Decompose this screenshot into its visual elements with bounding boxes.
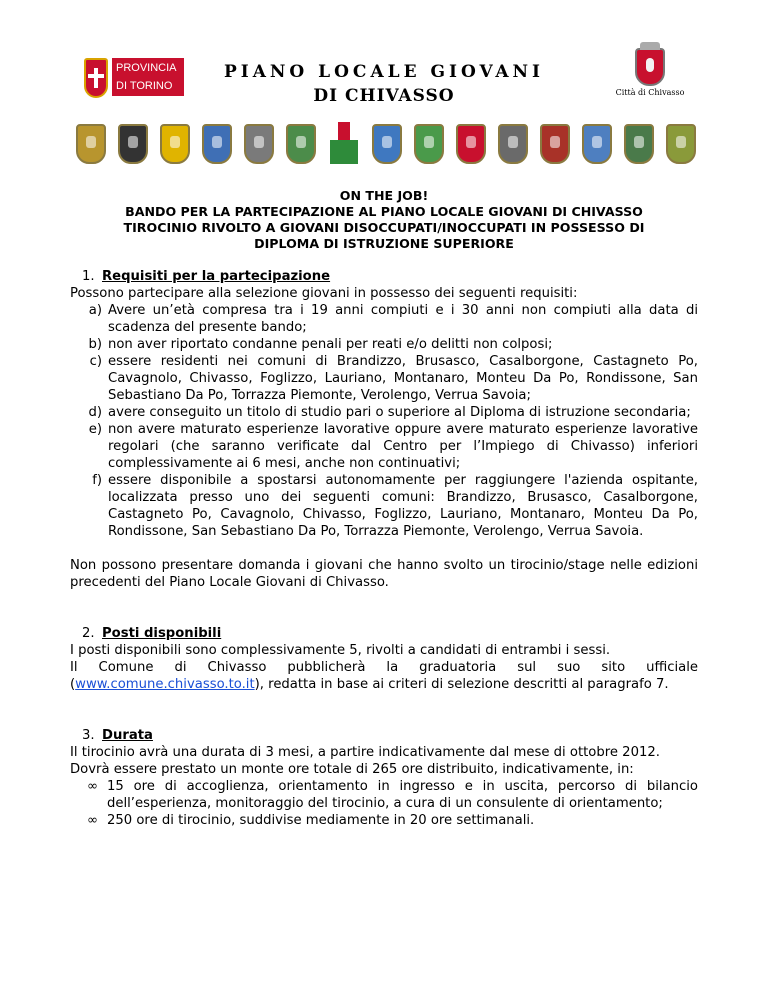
list-item: [70, 336, 698, 353]
list-marker: b): [88, 337, 102, 352]
municipality-crest-icon: [76, 124, 106, 164]
municipality-crest-icon: [160, 124, 190, 164]
municipality-crest-icon: [666, 124, 696, 164]
monte-ore-line: Dovrà essere prestato un monte ore totale di 265 ore distribuito, indicativamente, in:: [70, 762, 634, 777]
paragraph-start: Il Comune di Chivasso pubblicherà la graduatoria sul suo sito ufficiale (: [70, 660, 698, 692]
list-item-text: avere conseguito un titolo di studio pari o superiore al Diploma di istruzione secondaria;: [108, 405, 691, 420]
list-item: [70, 404, 698, 421]
provincia-line2: DI TORINO: [116, 80, 173, 92]
citta-di-chivasso-logo: [600, 48, 700, 100]
list-marker: a): [88, 303, 102, 318]
list-item: [70, 812, 698, 829]
graduatoria-paragraph: [70, 659, 698, 693]
title-line1: PIANO LOCALE GIOVANI: [223, 62, 545, 82]
list-marker: e): [88, 422, 102, 437]
municipality-crests: [76, 118, 696, 164]
section-label: Durata: [102, 728, 153, 743]
bando-heading: [70, 188, 698, 252]
section-title: [70, 727, 698, 744]
heading-line2: BANDO PER LA PARTECIPAZIONE AL PIANO LOCALE GIOVANI DI CHIVASSO: [125, 204, 643, 219]
municipality-crest-icon: [118, 124, 148, 164]
heading-line4: DIPLOMA DI ISTRUZIONE SUPERIORE: [254, 236, 514, 251]
infinity-bullet-icon: ∞: [87, 779, 98, 794]
list-marker: d): [88, 405, 102, 420]
section-number: 3.: [82, 728, 95, 743]
exclusion-note: Non possono presentare domanda i giovani che hanno svolto un tirocinio/stage nelle edizioni precedenti del Piano Locale Giovani di Chivasso.: [70, 558, 698, 590]
page-header: [0, 0, 768, 170]
municipality-crest-icon: [414, 124, 444, 164]
list-marker: c): [89, 354, 102, 369]
posti-line: I posti disponibili sono complessivamente 5, rivolti a candidati di entrambi i sessi.: [70, 643, 611, 658]
list-item: [70, 778, 698, 812]
municipality-crest-icon: [372, 124, 402, 164]
list-item: [70, 353, 698, 404]
municipality-crest-icon: [244, 124, 274, 164]
hours-list: [70, 778, 698, 829]
list-item-text: essere disponibile a spostarsi autonomamente per raggiungere l'azienda ospitante, localizzata presso uno dei seguenti comuni: Brandizzo, Brusasco, Casalborgone, Castagneto Po, Cavagnolo, Chivasso, Foglizzo, Lauriano, Montanaro, Monteu Da Po, Rondissone, San Sebastiano Da Po, Torrazza Piemonte, Verolengo, Verrua Savoia.: [108, 473, 698, 539]
list-item-text: Avere un’età compresa tra i 19 anni compiuti e i 30 anni non compiuti alla data di scadenza del presente bando;: [108, 303, 698, 335]
municipality-crest-icon: [624, 124, 654, 164]
list-item-text: 15 ore di accoglienza, orientamento in ingresso e in uscita, percorso di bilancio dell’esperienza, monitoraggio del tirocinio, a cura di un consulente di orientamento;: [107, 779, 698, 811]
section-requisiti: [70, 268, 698, 591]
paragraph-end: ), redatta in base ai criteri di selezione descritti al paragrafo 7.: [254, 677, 669, 692]
list-item-text: essere residenti nei comuni di Brandizzo, Brusasco, Casalborgone, Castagneto Po, Cavagnolo, Chivasso, Foglizzo, Lauriano, Montanaro, Monteu Da Po, Rondissone, San Sebastiano Da Po, Torrazza Piemonte, Verolengo, Verrua Savoia;: [108, 354, 698, 403]
infinity-bullet-icon: ∞: [87, 813, 98, 828]
provincia-di-torino-logo: [84, 58, 186, 100]
list-item: [70, 472, 698, 540]
section-number: 1.: [82, 269, 95, 284]
section-title: [70, 625, 698, 642]
provincia-shield-icon: [84, 58, 108, 98]
list-item-text: non avere maturato esperienze lavorative oppure avere maturato esperienze lavorative regolari (che saranno verificate dal Centro per l’Impiego di Chivasso) inferiori complessivamente ai 6 mesi, anche non continuativi;: [108, 422, 698, 471]
section-label: Posti disponibili: [102, 626, 222, 641]
provincia-line1: PROVINCIA: [116, 62, 177, 74]
list-item: [70, 421, 698, 472]
list-marker: f): [92, 473, 102, 488]
website-link[interactable]: www.comune.chivasso.to.it: [75, 677, 255, 692]
municipality-crest-icon: [582, 124, 612, 164]
list-item-text: non aver riportato condanne penali per reati e/o delitti non colposi;: [108, 337, 553, 352]
document-body: [70, 188, 698, 829]
municipality-crest-icon: [456, 124, 486, 164]
municipality-crest-icon: [202, 124, 232, 164]
city-name: Città di Chivasso: [615, 88, 685, 97]
municipality-crest-icon: [498, 124, 528, 164]
section-title: [70, 268, 698, 285]
municipality-crest-icon: [286, 124, 316, 164]
document-title: [200, 62, 568, 106]
list-item-text: 250 ore di tirocinio, suddivise mediamente in 20 ore settimanali.: [107, 813, 535, 828]
section-label: Requisiti per la partecipazione: [102, 269, 331, 284]
section-intro: Possono partecipare alla selezione giovani in possesso dei seguenti requisiti:: [70, 286, 578, 301]
chivasso-crest-icon: [635, 48, 665, 86]
heading-line3: TIROCINIO RIVOLTO A GIOVANI DISOCCUPATI/INOCCUPATI IN POSSESSO DI: [123, 220, 645, 235]
municipality-crest-icon: [540, 124, 570, 164]
durata-line: Il tirocinio avrà una durata di 3 mesi, a partire indicativamente dal mese di ottobre 2012.: [70, 745, 660, 760]
requirements-list: [70, 302, 698, 540]
section-posti: [70, 625, 698, 693]
provincia-logo-text: [112, 58, 184, 96]
section-number: 2.: [82, 626, 95, 641]
title-line2: DI CHIVASSO: [313, 86, 455, 106]
municipality-crest-icon: [328, 120, 360, 164]
heading-line1: ON THE JOB!: [339, 188, 429, 203]
section-durata: [70, 727, 698, 829]
list-item: [70, 302, 698, 336]
